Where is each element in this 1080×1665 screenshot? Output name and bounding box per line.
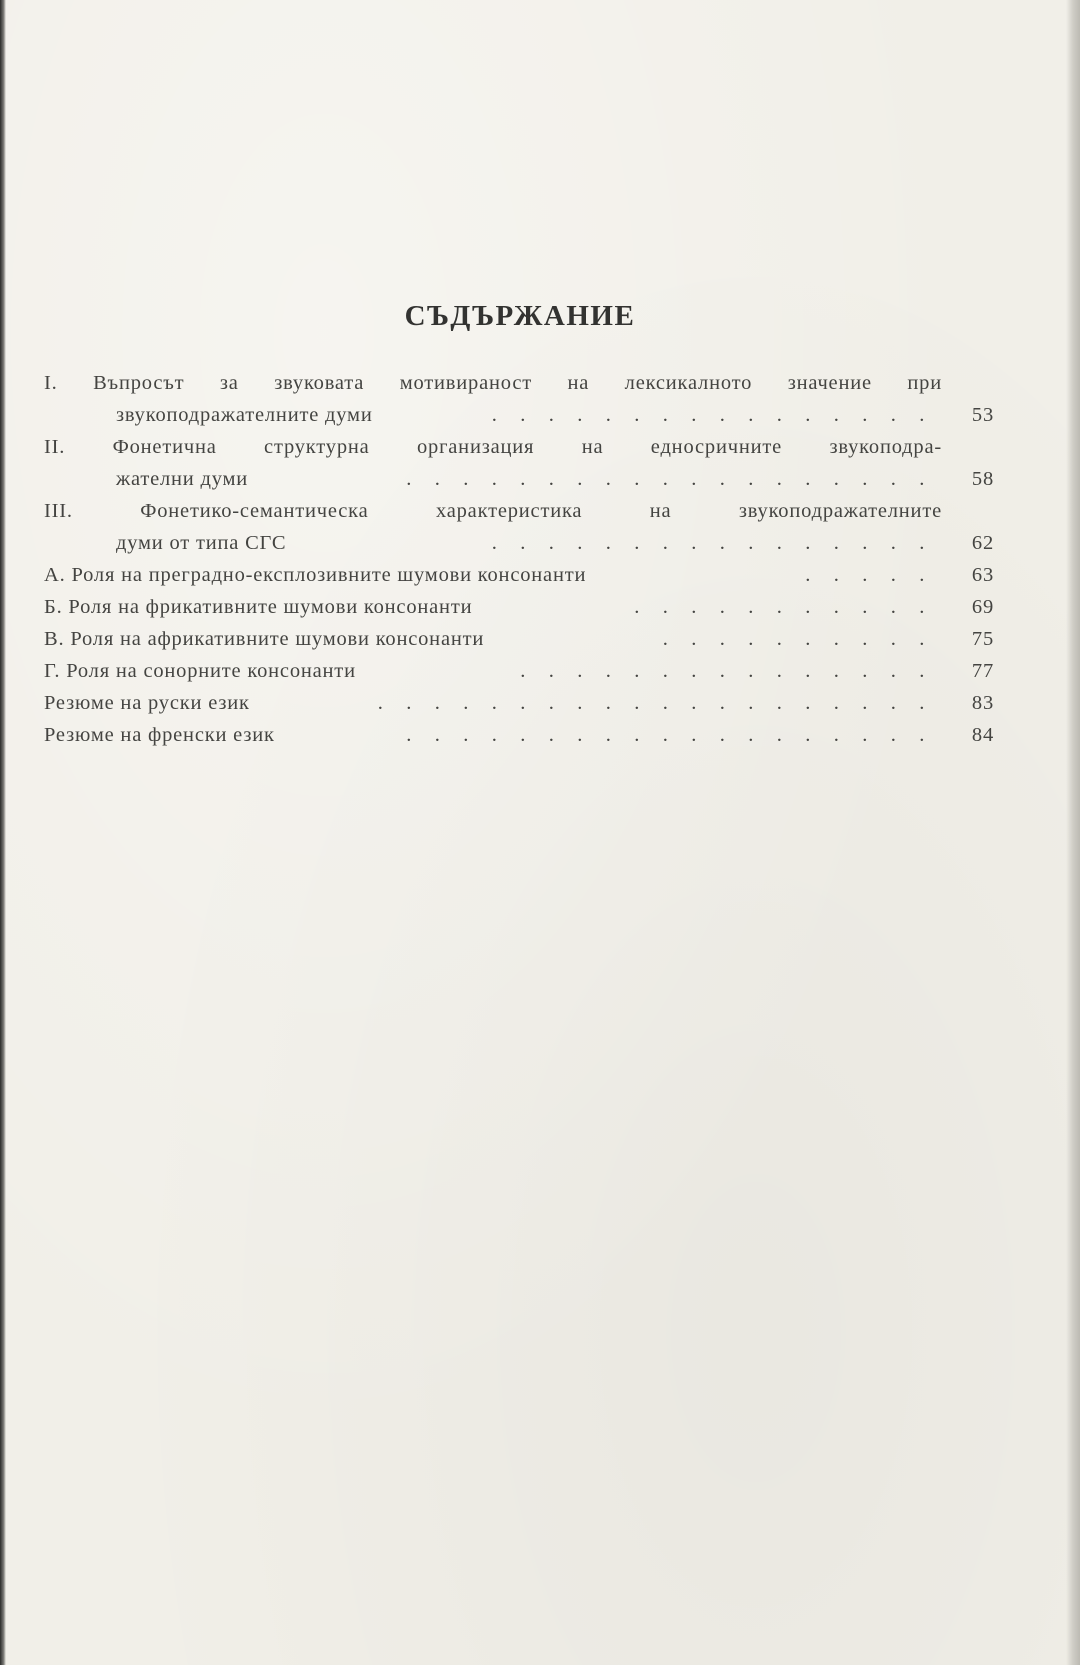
toc-entry-1-line-2 xyxy=(44,399,994,431)
dot-leader: . . . . . . . . . . . . . . . . . . . xyxy=(406,724,925,746)
table-of-contents xyxy=(44,367,994,751)
toc-entry-title-continued: думи от типа СГС xyxy=(116,532,287,554)
toc-page-number: 62 xyxy=(971,532,994,554)
toc-page-number: 84 xyxy=(971,724,994,746)
toc-entry-title: III. Фонетико-семантическа характеристика на звукоподражателните xyxy=(44,500,942,522)
toc-entry-7 xyxy=(44,655,994,687)
toc-entry-title: В. Роля на африкативните шумови консонанти xyxy=(44,628,485,650)
toc-page-number: 75 xyxy=(971,628,994,650)
page-binding-shadow xyxy=(0,0,6,1665)
toc-entry-title: Резюме на френски език xyxy=(44,724,275,746)
toc-entry-title: А. Роля на преградно-експлозивните шумови консонанти xyxy=(44,564,587,586)
toc-entry-1-line-1 xyxy=(44,367,994,399)
toc-entry-title: Б. Роля на фрикативните шумови консонанти xyxy=(44,596,473,618)
toc-entry-title-continued: звукоподражателните думи xyxy=(116,404,373,426)
toc-entry-2-line-2 xyxy=(44,463,994,495)
dot-leader: . . . . . xyxy=(805,564,925,586)
toc-entry-9 xyxy=(44,719,994,751)
toc-page-number: 83 xyxy=(971,692,994,714)
dot-leader: . . . . . . . . . . . . . . . xyxy=(520,660,925,682)
toc-page-number: 77 xyxy=(971,660,994,682)
dot-leader: . . . . . . . . . . . xyxy=(634,596,925,618)
toc-page-number: 53 xyxy=(971,404,994,426)
toc-entry-3-line-1 xyxy=(44,495,994,527)
dot-leader: . . . . . . . . . . . . . . . . xyxy=(491,532,925,554)
dot-leader: . . . . . . . . . . . . . . . . xyxy=(491,404,925,426)
page-title: СЪДЪРЖАНИЕ xyxy=(404,300,636,332)
toc-entry-4 xyxy=(44,559,994,591)
toc-entry-title: Резюме на руски език xyxy=(44,692,250,714)
toc-page-number: 69 xyxy=(971,596,994,618)
toc-entry-5 xyxy=(44,591,994,623)
dot-leader: . . . . . . . . . . xyxy=(662,628,925,650)
toc-entry-2-line-1 xyxy=(44,431,994,463)
toc-entry-title-continued: жателни думи xyxy=(116,468,249,490)
toc-page-number: 58 xyxy=(971,468,994,490)
dot-leader: . . . . . . . . . . . . . . . . . . . . xyxy=(377,692,925,714)
toc-entry-6 xyxy=(44,623,994,655)
page-edge-shadow xyxy=(1066,0,1080,1665)
toc-entry-title: Г. Роля на сонорните консонанти xyxy=(44,660,356,682)
dot-leader: . . . . . . . . . . . . . . . . . . . xyxy=(406,468,925,490)
toc-entry-title: II. Фонетична структурна организация на едносричните звукоподра- xyxy=(44,436,942,458)
toc-entry-3-line-2 xyxy=(44,527,994,559)
toc-entry-title: I. Въпросът за звуковата мотивираност на лексикалното значение при xyxy=(44,372,942,394)
toc-entry-8 xyxy=(44,687,994,719)
toc-page-number: 63 xyxy=(971,564,994,586)
